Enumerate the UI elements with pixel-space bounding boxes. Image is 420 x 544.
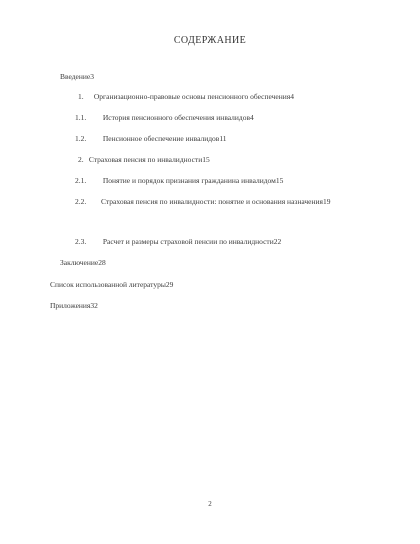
toc-entry-label: Страховая пенсия по инвалидности15 [88, 155, 210, 164]
toc-entry-number: 2. [78, 155, 84, 164]
toc-entry-introduction[interactable] [60, 72, 94, 82]
toc-entry-label: Заключение28 [60, 258, 106, 267]
toc-entry-references[interactable] [50, 280, 173, 290]
toc-entry-chapter-1[interactable] [78, 92, 294, 102]
toc-entry-appendix[interactable] [50, 301, 98, 311]
page-title: СОДЕРЖАНИЕ [173, 35, 247, 46]
toc-entry-label: Понятие и порядок признания гражданина инвалидом15 [102, 176, 284, 185]
toc-entry-number: 1.1. [75, 113, 87, 122]
toc-entry-section-1-1[interactable] [75, 113, 254, 123]
toc-entry-label: История пенсионного обеспечения инвалидов4 [102, 113, 254, 122]
toc-entry-section-1-2[interactable] [75, 134, 227, 144]
toc-entry-label: Организационно-правовые основы пенсионного обеспечения4 [93, 92, 294, 101]
toc-entry-label: Приложения32 [50, 301, 98, 310]
toc-entry-label: Введение3 [60, 72, 94, 81]
toc-entry-label: Пенсионное обеспечение инвалидов11 [102, 134, 227, 143]
toc-entry-chapter-2[interactable] [78, 155, 210, 165]
toc-entry-conclusion[interactable] [60, 258, 106, 268]
toc-entry-section-2-3[interactable] [75, 237, 281, 247]
toc-entry-label: Список использованной литературы29 [50, 280, 174, 289]
toc-entry-section-2-1[interactable] [75, 176, 283, 186]
toc-entry-label: Расчет и размеры страховой пенсии по инвалидности22 [102, 237, 282, 246]
page-number: 2 [208, 500, 212, 508]
toc-entry-label: Страховая пенсия по инвалидности: понятие и основания назначения19 [101, 197, 331, 206]
toc-entry-number: 2.1. [75, 176, 87, 185]
toc-entry-number: 1. [78, 92, 84, 101]
toc-entry-number: 2.2. [75, 197, 87, 206]
toc-entry-number: 1.2. [75, 134, 87, 143]
toc-entry-number: 2.3. [75, 237, 87, 246]
